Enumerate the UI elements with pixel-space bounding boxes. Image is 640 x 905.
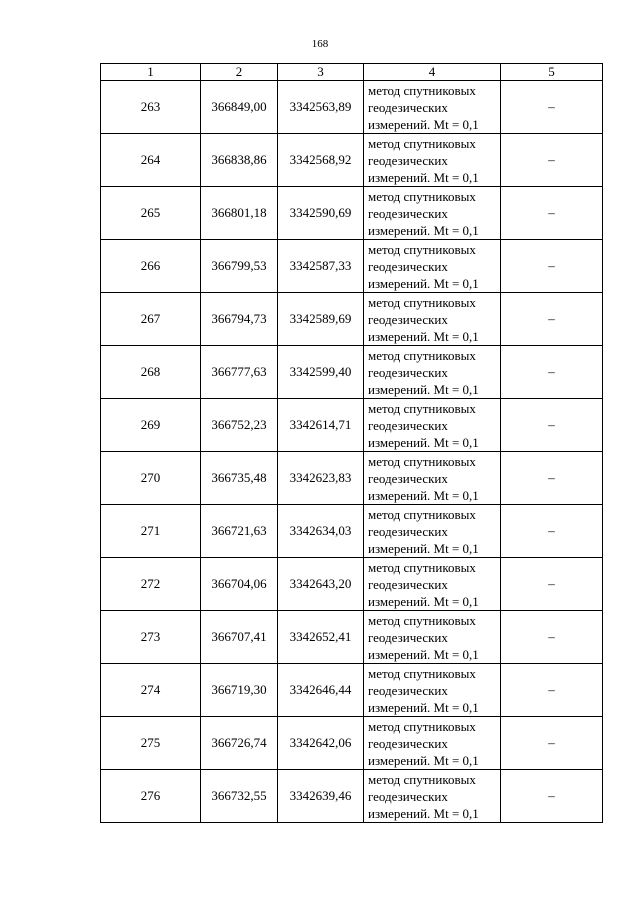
note-cell: – xyxy=(501,346,603,399)
method-description-line: измерений. Mt = 0,1 xyxy=(368,116,479,132)
column-header-5: 5 xyxy=(501,64,603,81)
method-description-line: метод спутниковых xyxy=(368,718,476,734)
note-cell: – xyxy=(501,134,603,187)
x-coordinate-cell: 366752,23 xyxy=(201,399,278,452)
y-coordinate-cell: 3342614,71 xyxy=(278,399,364,452)
table-row xyxy=(101,240,603,293)
point-number-cell: 270 xyxy=(101,452,201,505)
method-description-cell xyxy=(364,452,501,505)
x-coordinate-cell: 366704,06 xyxy=(201,558,278,611)
point-number-cell: 265 xyxy=(101,187,201,240)
x-coordinate-cell: 366707,41 xyxy=(201,611,278,664)
table-row xyxy=(101,664,603,717)
method-description-line: метод спутниковых xyxy=(368,612,476,628)
x-coordinate-cell: 366799,53 xyxy=(201,240,278,293)
table-row xyxy=(101,717,603,770)
point-number-cell: 267 xyxy=(101,293,201,346)
method-description-line: измерений. Mt = 0,1 xyxy=(368,434,479,450)
x-coordinate-cell: 366777,63 xyxy=(201,346,278,399)
y-coordinate-cell: 3342563,89 xyxy=(278,81,364,134)
method-description-line: измерений. Mt = 0,1 xyxy=(368,646,479,662)
y-coordinate-cell: 3342634,03 xyxy=(278,505,364,558)
method-description-cell xyxy=(364,770,501,823)
method-description-cell xyxy=(364,240,501,293)
table-row xyxy=(101,293,603,346)
method-description-cell xyxy=(364,346,501,399)
table-row xyxy=(101,81,603,134)
method-description-line: измерений. Mt = 0,1 xyxy=(368,805,479,821)
coordinates-table xyxy=(100,63,603,823)
y-coordinate-cell: 3342589,69 xyxy=(278,293,364,346)
table-row xyxy=(101,452,603,505)
point-number-cell: 268 xyxy=(101,346,201,399)
table-row xyxy=(101,346,603,399)
method-description-line: метод спутниковых xyxy=(368,188,476,204)
y-coordinate-cell: 3342652,41 xyxy=(278,611,364,664)
method-description-cell xyxy=(364,187,501,240)
method-description-line: геодезических xyxy=(368,523,448,539)
method-description-line: метод спутниковых xyxy=(368,135,476,151)
method-description-line: измерений. Mt = 0,1 xyxy=(368,540,479,556)
x-coordinate-cell: 366719,30 xyxy=(201,664,278,717)
table-row xyxy=(101,505,603,558)
method-description-line: метод спутниковых xyxy=(368,347,476,363)
note-cell: – xyxy=(501,452,603,505)
note-cell: – xyxy=(501,505,603,558)
y-coordinate-cell: 3342568,92 xyxy=(278,134,364,187)
method-description-line: метод спутниковых xyxy=(368,665,476,681)
x-coordinate-cell: 366838,86 xyxy=(201,134,278,187)
method-description-line: измерений. Mt = 0,1 xyxy=(368,487,479,503)
method-description-line: геодезических xyxy=(368,258,448,274)
table-header-row xyxy=(101,64,603,81)
method-description-line: геодезических xyxy=(368,152,448,168)
y-coordinate-cell: 3342587,33 xyxy=(278,240,364,293)
column-header-2: 2 xyxy=(201,64,278,81)
method-description-line: измерений. Mt = 0,1 xyxy=(368,222,479,238)
x-coordinate-cell: 366732,55 xyxy=(201,770,278,823)
method-description-line: измерений. Mt = 0,1 xyxy=(368,699,479,715)
note-cell: – xyxy=(501,399,603,452)
y-coordinate-cell: 3342643,20 xyxy=(278,558,364,611)
method-description-line: геодезических xyxy=(368,417,448,433)
note-cell: – xyxy=(501,770,603,823)
table-row xyxy=(101,134,603,187)
method-description-line: измерений. Mt = 0,1 xyxy=(368,752,479,768)
column-header-1: 1 xyxy=(101,64,201,81)
x-coordinate-cell: 366721,63 xyxy=(201,505,278,558)
point-number-cell: 263 xyxy=(101,81,201,134)
method-description-line: геодезических xyxy=(368,735,448,751)
method-description-line: геодезических xyxy=(368,99,448,115)
note-cell: – xyxy=(501,664,603,717)
note-cell: – xyxy=(501,293,603,346)
method-description-line: геодезических xyxy=(368,205,448,221)
method-description-line: метод спутниковых xyxy=(368,453,476,469)
point-number-cell: 276 xyxy=(101,770,201,823)
table-row xyxy=(101,611,603,664)
column-header-4: 4 xyxy=(364,64,501,81)
x-coordinate-cell: 366726,74 xyxy=(201,717,278,770)
method-description-line: метод спутниковых xyxy=(368,559,476,575)
y-coordinate-cell: 3342590,69 xyxy=(278,187,364,240)
method-description-line: измерений. Mt = 0,1 xyxy=(368,381,479,397)
method-description-cell xyxy=(364,717,501,770)
method-description-line: измерений. Mt = 0,1 xyxy=(368,593,479,609)
method-description-cell xyxy=(364,399,501,452)
method-description-line: измерений. Mt = 0,1 xyxy=(368,328,479,344)
page-number: 168 xyxy=(311,38,329,50)
method-description-line: метод спутниковых xyxy=(368,294,476,310)
method-description-cell xyxy=(364,134,501,187)
method-description-line: метод спутниковых xyxy=(368,506,476,522)
method-description-line: геодезических xyxy=(368,311,448,327)
method-description-cell xyxy=(364,611,501,664)
table-row xyxy=(101,399,603,452)
method-description-line: геодезических xyxy=(368,576,448,592)
table-row xyxy=(101,558,603,611)
method-description-cell xyxy=(364,505,501,558)
y-coordinate-cell: 3342599,40 xyxy=(278,346,364,399)
y-coordinate-cell: 3342642,06 xyxy=(278,717,364,770)
method-description-cell xyxy=(364,293,501,346)
x-coordinate-cell: 366849,00 xyxy=(201,81,278,134)
method-description-cell xyxy=(364,81,501,134)
method-description-line: метод спутниковых xyxy=(368,771,476,787)
y-coordinate-cell: 3342639,46 xyxy=(278,770,364,823)
x-coordinate-cell: 366735,48 xyxy=(201,452,278,505)
note-cell: – xyxy=(501,717,603,770)
method-description-line: геодезических xyxy=(368,629,448,645)
note-cell: – xyxy=(501,558,603,611)
x-coordinate-cell: 366794,73 xyxy=(201,293,278,346)
point-number-cell: 266 xyxy=(101,240,201,293)
method-description-line: измерений. Mt = 0,1 xyxy=(368,275,479,291)
method-description-line: измерений. Mt = 0,1 xyxy=(368,169,479,185)
point-number-cell: 272 xyxy=(101,558,201,611)
method-description-cell xyxy=(364,664,501,717)
note-cell: – xyxy=(501,187,603,240)
point-number-cell: 271 xyxy=(101,505,201,558)
y-coordinate-cell: 3342646,44 xyxy=(278,664,364,717)
point-number-cell: 273 xyxy=(101,611,201,664)
method-description-line: метод спутниковых xyxy=(368,241,476,257)
method-description-line: метод спутниковых xyxy=(368,400,476,416)
note-cell: – xyxy=(501,611,603,664)
x-coordinate-cell: 366801,18 xyxy=(201,187,278,240)
table-row xyxy=(101,187,603,240)
point-number-cell: 264 xyxy=(101,134,201,187)
note-cell: – xyxy=(501,81,603,134)
table-row xyxy=(101,770,603,823)
method-description-line: геодезических xyxy=(368,682,448,698)
method-description-line: геодезических xyxy=(368,364,448,380)
method-description-line: метод спутниковых xyxy=(368,82,476,98)
column-header-3: 3 xyxy=(278,64,364,81)
point-number-cell: 269 xyxy=(101,399,201,452)
y-coordinate-cell: 3342623,83 xyxy=(278,452,364,505)
point-number-cell: 275 xyxy=(101,717,201,770)
method-description-line: геодезических xyxy=(368,470,448,486)
method-description-cell xyxy=(364,558,501,611)
method-description-line: геодезических xyxy=(368,788,448,804)
note-cell: – xyxy=(501,240,603,293)
point-number-cell: 274 xyxy=(101,664,201,717)
